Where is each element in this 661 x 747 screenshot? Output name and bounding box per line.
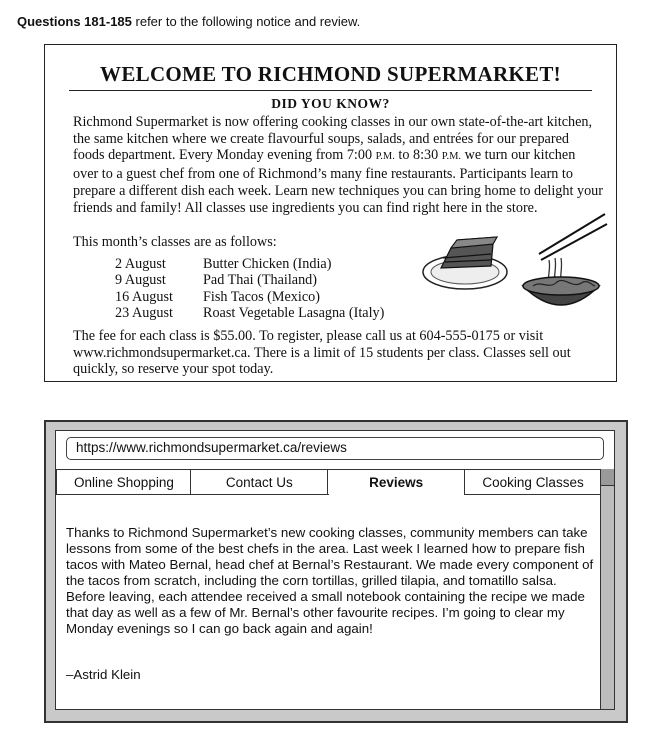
class-date: 9 August <box>115 272 166 289</box>
classes-lead: This month’s classes are as follows: <box>73 234 277 250</box>
notice-body <box>73 114 603 216</box>
tab-underline-left <box>56 494 329 495</box>
class-schedule <box>115 256 384 321</box>
class-row <box>115 272 384 288</box>
pm-2: P.M. <box>441 151 462 163</box>
pm-1: P.M. <box>375 151 395 163</box>
notice-subtitle: DID YOU KNOW? <box>271 96 390 111</box>
class-dish: Fish Tacos (Mexico) <box>203 288 320 305</box>
site-nav-tabs <box>56 469 602 495</box>
body-part-2: to 8:30 <box>394 147 442 164</box>
review-signature: –Astrid Klein <box>66 667 141 682</box>
food-illustration <box>421 210 611 325</box>
class-row <box>115 256 384 272</box>
tab-cooking-classes[interactable]: Cooking Classes <box>464 469 602 495</box>
title-divider <box>69 90 592 91</box>
tab-contact-us[interactable]: Contact Us <box>190 469 328 495</box>
notice <box>44 44 617 382</box>
class-dish: Roast Vegetable Lasagna (Italy) <box>203 304 385 321</box>
fee-info: The fee for each class is $55.00. To register, please call us at 604-555-0175 or visit www.richmondsupermarket.ca. There is a limit of 15 students per class. Classes sell out quickly, so reserve your spot today. <box>73 328 571 378</box>
class-date: 2 August <box>115 256 166 272</box>
scrollbar[interactable] <box>600 469 614 709</box>
noodle-bowl-icon <box>523 214 607 305</box>
body-part-1: Richmond Supermarket is now offering cooking classes in our own state-of-the-art kitchen, the same kitchen where we create flavourful soups, salads, and entrées for our prepared foods department. Every Monday evening from 7:00 <box>73 114 593 164</box>
address-bar[interactable]: https://www.richmondsupermarket.ca/reviews <box>66 437 604 460</box>
review-text: Thanks to Richmond Supermarket’s new cooking classes, community members can take lessons from some of the best chefs in the area. Last week I learned how to prepare fish tacos with Mateo Bernal, head chef at Bernal’s Restaurant. We made every component of the tacos from scratch, including the corn tortillas, grilled tilapia, and tomatillo salsa. Before leaving, each attendee received a small notebook containing the recipe we made that day as well as a few of Mr. Bernal’s other favourite recipes. I’m going to clear my Monday evenings so I can go back again and again! <box>66 525 594 636</box>
browser-window <box>44 420 628 723</box>
tab-underline-right <box>467 494 602 495</box>
intro-rest: refer to the following notice and review. <box>135 14 361 29</box>
class-row <box>115 305 384 321</box>
class-date: 23 August <box>115 304 173 321</box>
tab-online-shopping[interactable]: Online Shopping <box>56 469 192 495</box>
class-date: 16 August <box>115 288 173 305</box>
notice-title: WELCOME TO RICHMOND SUPERMARKET! <box>100 62 561 86</box>
body-part-3: we turn our kitchen over to a guest chef from one of Richmond’s many fine restaurants. Participants learn to prepare a different dish each week. Learn new techniques you can bring home to delight your friends and family! All classes use ingredients you can find right here in the store. <box>73 147 603 216</box>
scrollbar-thumb[interactable] <box>601 469 614 486</box>
class-dish: Butter Chicken (India) <box>203 256 332 272</box>
class-dish: Pad Thai (Thailand) <box>203 272 317 289</box>
tab-reviews[interactable]: Reviews <box>327 469 466 495</box>
browser-pane <box>55 430 615 710</box>
intro-questions: Questions 181-185 <box>17 14 132 29</box>
lasagna-plate-icon <box>423 237 507 289</box>
intro-line <box>17 14 360 29</box>
class-row <box>115 289 384 305</box>
